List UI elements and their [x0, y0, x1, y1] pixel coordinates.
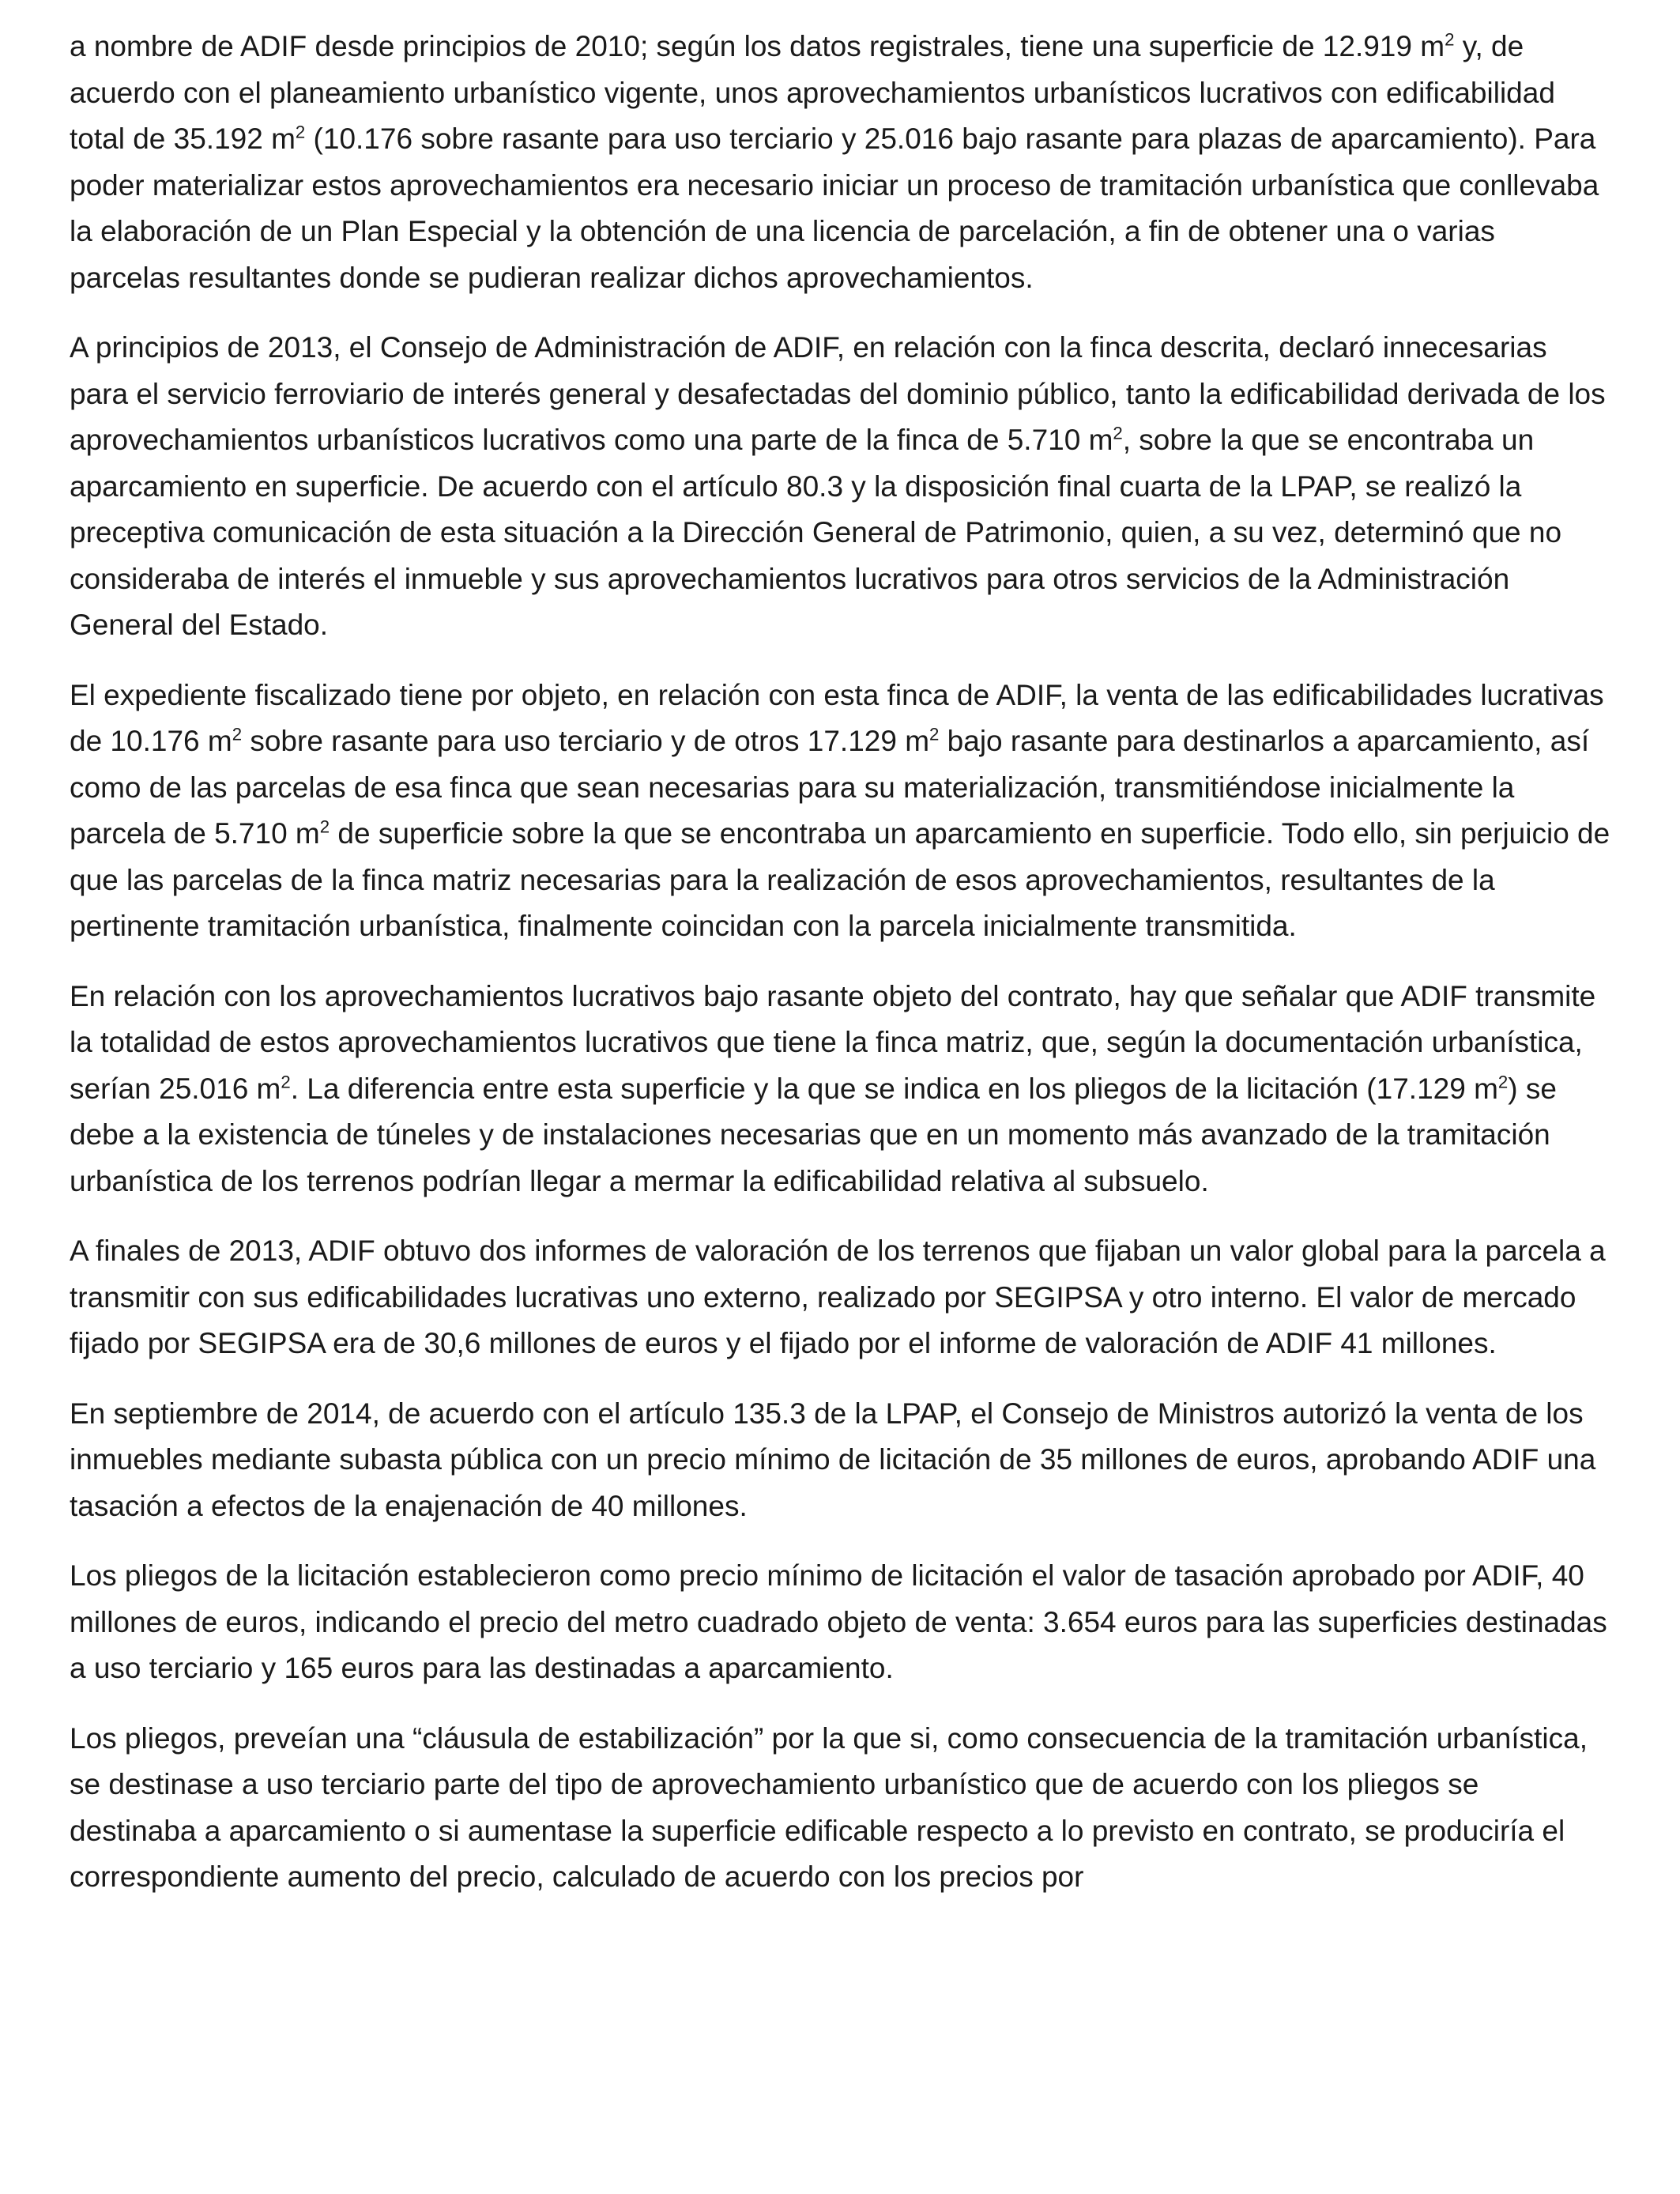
superscript-2: 2	[1113, 423, 1123, 443]
paragraph-3	[70, 673, 1610, 950]
paragraph-7-text: Los pliegos de la licitación establecieron como precio mínimo de licitación el valor de tasación aprobado por ADIF, 40 millones de euros, indicando el precio del metro cuadrado objeto de venta: 3.654 euros para las superficies destinadas a uso terciario y 165 euros para las destinadas a aparcamiento.	[70, 1559, 1607, 1684]
superscript-2: 2	[319, 816, 330, 837]
paragraph-1	[70, 24, 1610, 301]
paragraph-3-text: de superficie sobre la que se encontraba un aparcamiento en superficie. Todo ello, sin perjuicio de que las parcelas de la finca matriz necesarias para la realización de esos aprovechamientos, resultantes de la pertinente tramitación urbanística, finalmente coincidan con la parcela inicialmente transmitida.	[70, 817, 1610, 942]
paragraph-4	[70, 974, 1610, 1205]
paragraph-5	[70, 1228, 1610, 1367]
paragraph-4-text: . La diferencia entre esta superficie y la que se indica en los pliegos de la licitación (17.129 m	[290, 1072, 1498, 1105]
paragraph-8	[70, 1716, 1610, 1901]
paragraph-3-text: bajo rasante para destinarlos a aparcamiento, así como de las parcelas de esa finca que sean necesarias para su materialización, transmitiéndose inicialmente la parcela de 5.710 m	[70, 725, 1590, 850]
paragraph-1-text: y, de acuerdo con el planeamiento urbanístico vigente, unos aprovechamientos urbanísticos lucrativos con edificabilidad total de 35.192 m	[70, 30, 1555, 155]
paragraph-5-text: A finales de 2013, ADIF obtuvo dos informes de valoración de los terrenos que fijaban un valor global para la parcela a transmitir con sus edificabilidades lucrativas uno externo, realizado por SEGIPSA y otro interno. El valor de mercado fijado por SEGIPSA era de 30,6 millones de euros y el fijado por el informe de valoración de ADIF 41 millones.	[70, 1235, 1606, 1359]
paragraph-4-text: En relación con los aprovechamientos lucrativos bajo rasante objeto del contrato, hay que señalar que ADIF transmite la totalidad de estos aprovechamientos lucrativos que tiene la finca matriz, que, según la documentación urbanística, serían 25.016 m	[70, 979, 1596, 1105]
paragraph-6	[70, 1391, 1610, 1530]
superscript-2: 2	[295, 122, 306, 142]
superscript-2: 2	[929, 724, 940, 745]
paragraph-2-text: A principios de 2013, el Consejo de Administración de ADIF, en relación con la finca descrita, declaró innecesarias para el servicio ferroviario de interés general y desafectadas del dominio público, tanto la edificabilidad derivada de los aprovechamientos urbanísticos lucrativos como una parte de la finca de 5.710 m	[70, 331, 1606, 456]
paragraph-2-text: , sobre la que se encontraba un aparcamiento en superficie. De acuerdo con el artículo 80.3 y la disposición final cuarta de la LPAP, se realizó la preceptiva comunicación de esta situación a la Dirección General de Patrimonio, quien, a su vez, determinó que no consideraba de interés el inmueble y sus aprovechamientos lucrativos para otros servicios de la Administración General del Estado.	[70, 424, 1562, 641]
paragraph-2	[70, 325, 1610, 649]
paragraph-1-text: (10.176 sobre rasante para uso terciario y 25.016 bajo rasante para plazas de aparcamiento). Para poder materializar estos aprovechamientos era necesario iniciar un proceso de tramitación urbanística que conllevaba la elaboración de un Plan Especial y la obtención de una licencia de parcelación, a fin de obtener una o varias parcelas resultantes donde se pudieran realizar dichos aprovechamientos.	[70, 123, 1599, 294]
superscript-2: 2	[1445, 29, 1455, 50]
paragraph-6-text: En septiembre de 2014, de acuerdo con el artículo 135.3 de la LPAP, el Consejo de Ministros autorizó la venta de los inmuebles mediante subasta pública con un precio mínimo de licitación de 35 millones de euros, aprobando ADIF una tasación a efectos de la enajenación de 40 millones.	[70, 1397, 1596, 1522]
superscript-2: 2	[1497, 1072, 1509, 1092]
paragraph-3-text: El expediente fiscalizado tiene por objeto, en relación con esta finca de ADIF, la venta de las edificabilidades lucrativas de 10.176 m	[70, 678, 1604, 757]
paragraph-4-text: ) se debe a la existencia de túneles y de instalaciones necesarias que en un momento más avanzado de la tramitación urbanística de los terrenos podrían llegar a mermar la edificabilidad relativa al subsuelo.	[70, 1072, 1557, 1197]
paragraph-1-text: a nombre de ADIF desde principios de 2010; según los datos registrales, tiene una superficie de 12.919 m	[70, 30, 1445, 62]
superscript-2: 2	[281, 1072, 291, 1092]
paragraph-3-text: sobre rasante para uso terciario y de otros 17.129 m	[242, 725, 930, 757]
document-page	[70, 24, 1610, 1924]
paragraph-7	[70, 1553, 1610, 1692]
superscript-2: 2	[232, 724, 243, 745]
paragraph-8-text: Los pliegos, preveían una “cláusula de estabilización” por la que si, como consecuencia de la tramitación urbanística, se destinase a uso terciario parte del tipo de aprovechamiento urbanístico que de acuerdo con los pliegos se destinaba a aparcamiento o si aumentase la superficie edificable respecto a lo previsto en contrato, se produciría el correspondiente aumento del precio, calculado de acuerdo con los precios por	[70, 1721, 1588, 1893]
